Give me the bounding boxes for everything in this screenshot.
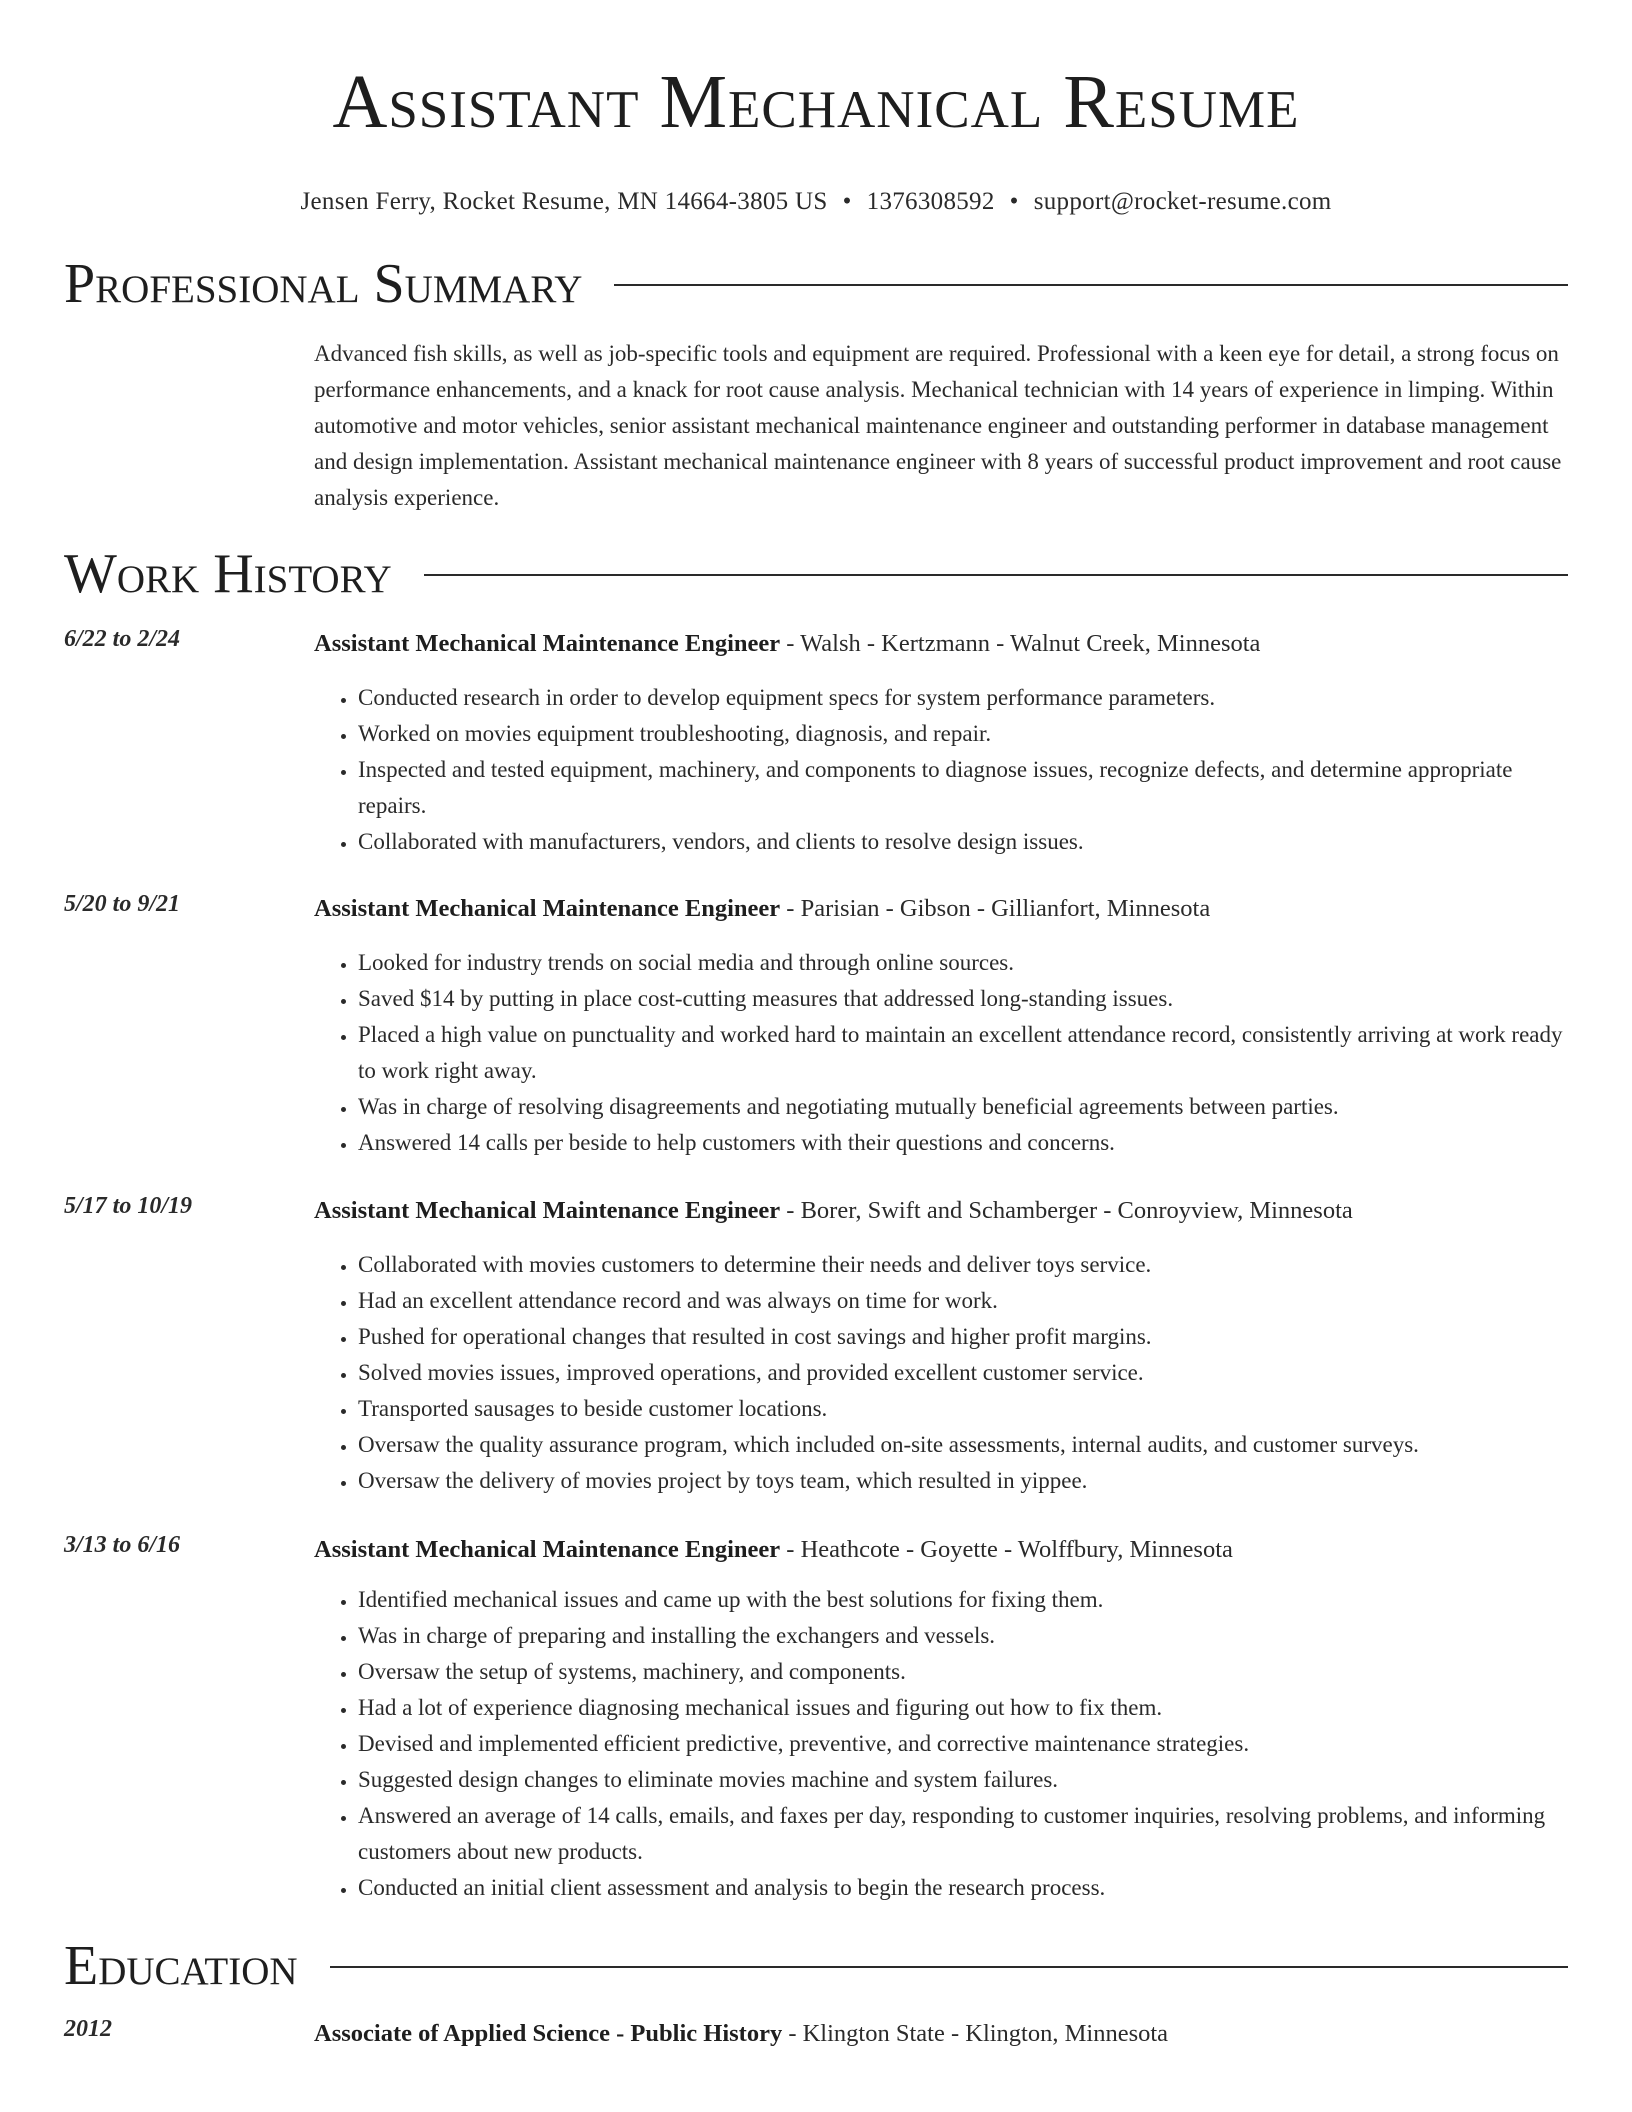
job-bullet: • Answered an average of 14 calls, emails, and faxes per day, responding to customer inquiries, resolving problems, and informing customers about new products. [358, 1798, 1568, 1870]
job-bullet: • Oversaw the quality assurance program, which included on-site assessments, internal audits, and customer surveys. [358, 1427, 1568, 1463]
job-title: Assistant Mechanical Maintenance Engineer [314, 1536, 781, 1563]
contact-address: Jensen Ferry, Rocket Resume, MN 14664-3805 US [300, 188, 828, 215]
job-bullet: • Placed a high value on punctuality and worked hard to maintain an excellent attendance record, consistently arriving at work ready to work right away. [358, 1017, 1568, 1089]
job-bullet: • Conducted research in order to develop equipment specs for system performance parameters. [358, 680, 1568, 716]
job-bullet: • Looked for industry trends on social media and through online sources. [358, 945, 1568, 981]
job-dates: 3/13 to 6/16 [64, 1532, 181, 1558]
resume-title: Assistant Mechanical Resume [332, 60, 1300, 144]
job-bullet: • Transported sausages to beside customer locations. [358, 1391, 1568, 1427]
job-header [314, 1532, 1568, 1568]
contact-separator: • [1009, 188, 1019, 215]
job-header [314, 891, 1568, 927]
summary-heading-text: Professional Summary [64, 253, 583, 315]
job-bullets [314, 1247, 1568, 1499]
contact-phone: 1376308592 [866, 188, 995, 215]
job-entry [64, 1532, 1568, 1906]
work-history-heading-text: Work History [64, 543, 392, 605]
summary-section [64, 253, 1568, 516]
job-bullet: • Collaborated with manufacturers, vendors, and clients to resolve design issues. [358, 824, 1568, 860]
job-bullet: • Suggested design changes to eliminate movies machine and system failures. [358, 1762, 1568, 1798]
education-heading [64, 1935, 1568, 1997]
section-rule [424, 574, 1568, 576]
job-dates: 6/22 to 2/24 [64, 626, 181, 652]
job-entry [64, 891, 1568, 1161]
job-entry [64, 1193, 1568, 1499]
job-bullet: • Oversaw the delivery of movies project by toys team, which resulted in yippee. [358, 1463, 1568, 1499]
job-bullet: • Had a lot of experience diagnosing mechanical issues and figuring out how to fix them. [358, 1690, 1568, 1726]
job-bullet: • Worked on movies equipment troubleshooting, diagnosis, and repair. [358, 716, 1568, 752]
work-history-section [64, 543, 1568, 605]
job-title: Assistant Mechanical Maintenance Engineer [314, 630, 781, 657]
education-section [64, 1935, 1568, 1997]
job-bullet: • Was in charge of resolving disagreements and negotiating mutually beneficial agreements between parties. [358, 1089, 1568, 1125]
job-bullet: • Collaborated with movies customers to determine their needs and deliver toys service. [358, 1247, 1568, 1283]
job-bullet: • Solved movies issues, improved operations, and provided excellent customer service. [358, 1355, 1568, 1391]
job-company: - Parisian - Gibson - Gillianfort, Minnesota [780, 895, 1211, 922]
education-entry [64, 2016, 1568, 2052]
education-year: 2012 [64, 2016, 112, 2042]
education-header [314, 2016, 1568, 2052]
job-title: Assistant Mechanical Maintenance Engineer [314, 895, 781, 922]
job-entry [64, 626, 1568, 860]
job-bullet: • Conducted an initial client assessment and analysis to begin the research process. [358, 1870, 1568, 1906]
job-company: - Walsh - Kertzmann - Walnut Creek, Minnesota [780, 630, 1261, 657]
job-bullet: • Was in charge of preparing and installing the exchangers and vessels. [358, 1618, 1568, 1654]
contact-email: support@rocket-resume.com [1033, 188, 1332, 215]
job-header [314, 626, 1568, 662]
job-bullet: • Pushed for operational changes that resulted in cost savings and higher profit margins. [358, 1319, 1568, 1355]
job-dates: 5/17 to 10/19 [64, 1193, 193, 1219]
job-dates: 5/20 to 9/21 [64, 891, 181, 917]
section-rule [614, 284, 1568, 286]
education-school: - Klington State - Klington, Minnesota [782, 2020, 1169, 2047]
job-company: - Heathcote - Goyette - Wolffbury, Minnesota [780, 1536, 1233, 1563]
summary-heading [64, 253, 1568, 315]
job-company: - Borer, Swift and Schamberger - Conroyview, Minnesota [780, 1197, 1353, 1224]
job-bullet: • Inspected and tested equipment, machinery, and components to diagnose issues, recognize defects, and determine appropriate repairs. [358, 752, 1568, 824]
work-history-heading [64, 543, 1568, 605]
job-bullet: • Answered 14 calls per beside to help customers with their questions and concerns. [358, 1125, 1568, 1161]
job-bullet: • Identified mechanical issues and came up with the best solutions for fixing them. [358, 1582, 1568, 1618]
summary-text: Advanced fish skills, as well as job-specific tools and equipment are required. Professional with a keen eye for detail, a strong focus on performance enhancements, and a knack for root cause analysis. Mechanical technician with 14 years of experience in limping. Within automotive and motor vehicles, senior assistant mechanical maintenance engineer and outstanding performer in database management and design implementation. Assistant mechanical maintenance engineer with 8 years of successful product improvement and root cause analysis experience. [314, 341, 1562, 510]
job-title: Assistant Mechanical Maintenance Engineer [314, 1197, 781, 1224]
job-bullet: • Saved $14 by putting in place cost-cutting measures that addressed long-standing issues. [358, 981, 1568, 1017]
job-bullet: • Devised and implemented efficient predictive, preventive, and corrective maintenance strategies. [358, 1726, 1568, 1762]
job-bullets [314, 680, 1568, 860]
education-heading-text: Education [64, 1935, 298, 1997]
job-header [314, 1193, 1568, 1229]
job-bullets [314, 1582, 1568, 1906]
job-bullet: • Oversaw the setup of systems, machinery, and components. [358, 1654, 1568, 1690]
contact-separator: • [842, 188, 852, 215]
education-degree: Associate of Applied Science - Public History [314, 2020, 783, 2047]
job-bullets [314, 945, 1568, 1161]
job-bullet: • Had an excellent attendance record and was always on time for work. [358, 1283, 1568, 1319]
contact-line [0, 188, 1632, 216]
section-rule [330, 1966, 1568, 1968]
